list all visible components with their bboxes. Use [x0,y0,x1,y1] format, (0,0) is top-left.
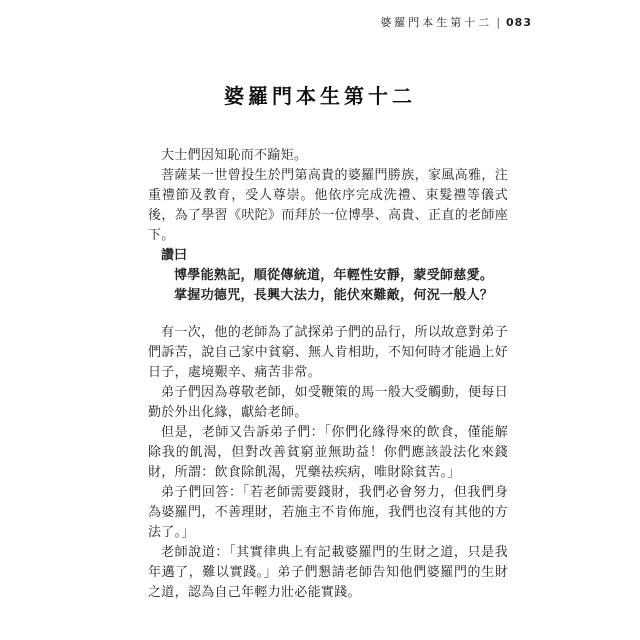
section-gap [148,306,508,323]
running-header-chapter: 婆羅門本生第十二 [380,16,493,29]
paragraph: 弟子們因為尊敬老師，如受鞭策的馬一般大受觸動，便每日勤於外出化緣，獻給老師。 [148,385,508,420]
verse-line: 掌握功德咒，長興大法力，能伏來難敵，何況一般人？ [174,288,494,303]
paragraph: 老師說道：「其實律典上有記載婆羅門的生財之道，只是我年邁了，難以實踐。」弟子們懇請老師告知他們婆羅門的生財之道，認為自己年輕力壯必能實踐。 [148,545,508,600]
verse-line: 博學能熟記，順從傳統道，年輕性安靜，蒙受師慈愛。 [174,268,494,283]
page-number: 083 [506,16,532,29]
chapter-title: 婆羅門本生第十二 [224,84,416,108]
paragraph: 有一次，他的老師為了試探弟子們的品行，所以故意對弟子們訴苦，說自己家中貧窮、無人肯相助，不知何時才能過上好日子，處境艱辛、痛苦非常。 [148,325,508,380]
verse-heading: 讚曰 [161,248,188,263]
paragraph: 弟子們回答：「若老師需要錢財，我們必會努力，但我們身為婆羅門，不善理財，若施主不肯佈施，我們也沒有其他的方法了。」 [148,485,508,540]
paragraph: 大士們因知恥而不踰矩。 [161,148,308,163]
running-header-separator: | [496,16,501,29]
running-header [380,14,532,30]
paragraph: 但是，老師又告訴弟子們：「你們化緣得來的飲食，僅能解除我的飢渴，但對改善貧窮並無助益！你們應該設法化來錢財，所謂：飲食除飢渴，咒藥祛疾病，唯財除貧苦。」 [148,425,508,480]
body-text [148,146,508,603]
paragraph: 菩薩某一世曾投生於門第高貴的婆羅門勝族，家風高雅，注重禮節及教育，受人尊崇。他依序完成洗禮、束髮禮等儀式後，為了學習《吠陀》而拜於一位博學、高貴、正直的老師座下。 [148,168,508,243]
